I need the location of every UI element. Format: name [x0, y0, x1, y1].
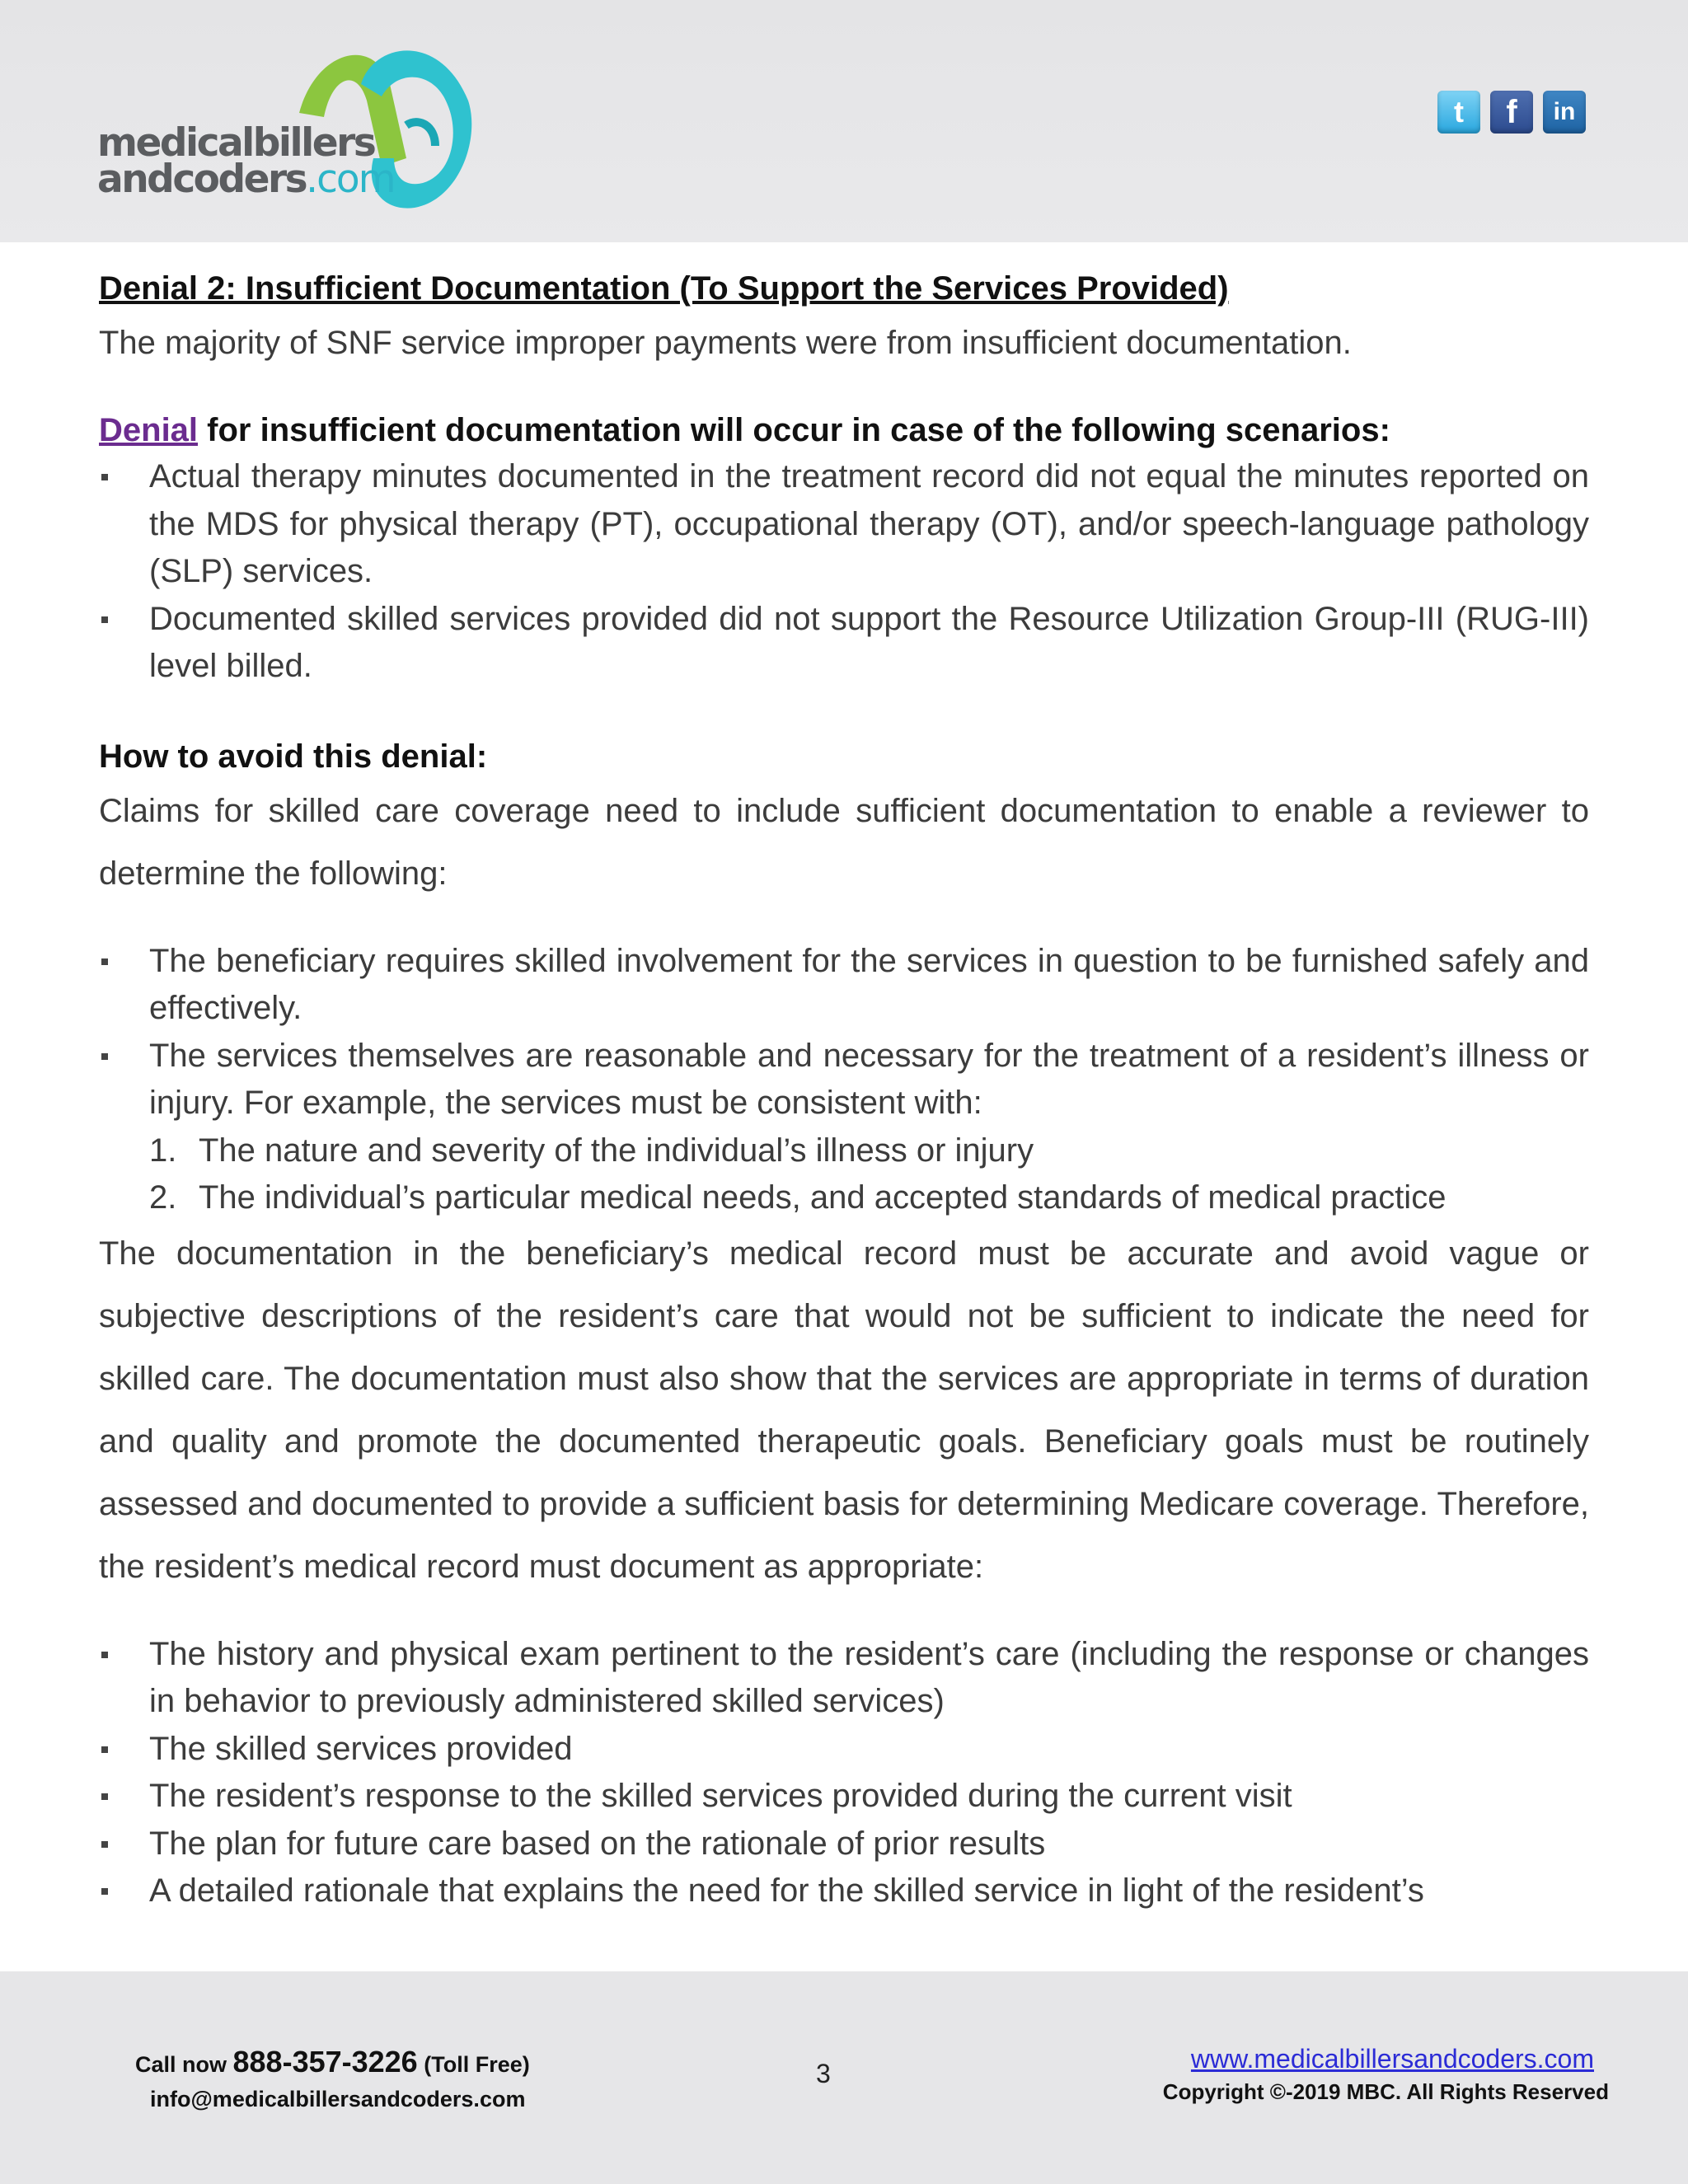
call-line: Call now 888-357-3226 (Toll Free) [135, 2045, 530, 2079]
avoid-intro-paragraph: Claims for skilled care coverage need to include sufficient documentation to enable a reviewer to determine the following: [99, 792, 1589, 892]
social-links [1437, 91, 1586, 134]
list-item: The skilled services provided [99, 1726, 1589, 1774]
list-item: The plan for future care based on the rationale of prior results [99, 1821, 1589, 1868]
list-item: Documented skilled services provided did not support the Resource Utilization Group-III (RUG-III) level billed. [99, 596, 1589, 691]
determine-list [99, 938, 1589, 1222]
list-item: Actual therapy minutes documented in the treatment record did not equal the minutes reported on the MDS for physical therapy (PT), occupational therapy (OT), and/or speech-language pathology (SLP) services. [99, 453, 1589, 596]
scenarios-heading: Denial for insufficient documentation will occur in case of the following scenarios: [99, 412, 1390, 448]
phone-number[interactable]: 888-357-3226 [232, 2045, 418, 2079]
page-footer [0, 1971, 1688, 2184]
numbered-item: 2. The individual’s particular medical needs, and accepted standards of medical practice [149, 1179, 1447, 1216]
logo-wordmark: medicalbillers andcoders.com [97, 120, 395, 202]
company-logo[interactable] [97, 35, 476, 218]
twitter-icon[interactable]: t [1437, 91, 1480, 134]
avoid-heading: How to avoid this denial: [99, 738, 488, 775]
linkedin-icon[interactable]: in [1543, 91, 1586, 134]
website-link[interactable]: www.medicalbillersandcoders.com [1190, 2044, 1594, 2074]
list-item: The beneficiary requires skilled involvement for the services in question to be furnished safely and effectively. [99, 938, 1589, 1033]
denial-link[interactable]: Denial [99, 412, 199, 448]
documentation-paragraph: The documentation in the beneficiary’s medical record must be accurate and avoid vague or subjective descriptions of the resident’s care that would not be sufficient to indicate the need for skilled care. The documentation must also show that the services are appropriate in terms of duration and quality and promote the documented therapeutic goals. Beneficiary goals must be routinely assessed and documented to provide a sufficient basis for determining Medicare coverage. Therefore, the resident’s medical record must document as appropriate: [99, 1235, 1589, 1585]
list-item: The services themselves are reasonable and necessary for the treatment of a resident’s illness or injury. For example, the services must be consistent with: 1. The nature and severity of the individual’s illness or injury 2. The individual’s particular medical needs, and accepted standards of medical practice [99, 1033, 1589, 1222]
record-list [99, 1631, 1589, 1915]
footer-site [1163, 2041, 1609, 2107]
list-item: The history and physical exam pertinent to the resident’s care (including the response or changes in behavior to previously administered skilled services) [99, 1631, 1589, 1726]
facebook-icon[interactable]: f [1490, 91, 1533, 134]
intro-paragraph: The majority of SNF service improper payments were from insufficient documentation. [99, 325, 1352, 361]
document-body [99, 265, 1589, 1915]
section-heading: Denial 2: Insufficient Documentation (To Support the Services Provided) [99, 270, 1229, 307]
scenario-list [99, 453, 1589, 691]
page-number: 3 [816, 2059, 831, 2088]
page-header [0, 0, 1688, 242]
list-item: The resident’s response to the skilled services provided during the current visit [99, 1773, 1589, 1821]
list-item: A detailed rationale that explains the need for the skilled service in light of the resident’s [99, 1868, 1589, 1915]
footer-contact [135, 2044, 530, 2116]
email-link[interactable]: info@medicalbillersandcoders.com [150, 2087, 526, 2111]
copyright-text: Copyright ©-2019 MBC. All Rights Reserved [1162, 2079, 1609, 2104]
consistency-list [149, 1127, 1589, 1222]
numbered-item: 1. The nature and severity of the individual’s illness or injury [149, 1132, 1034, 1169]
